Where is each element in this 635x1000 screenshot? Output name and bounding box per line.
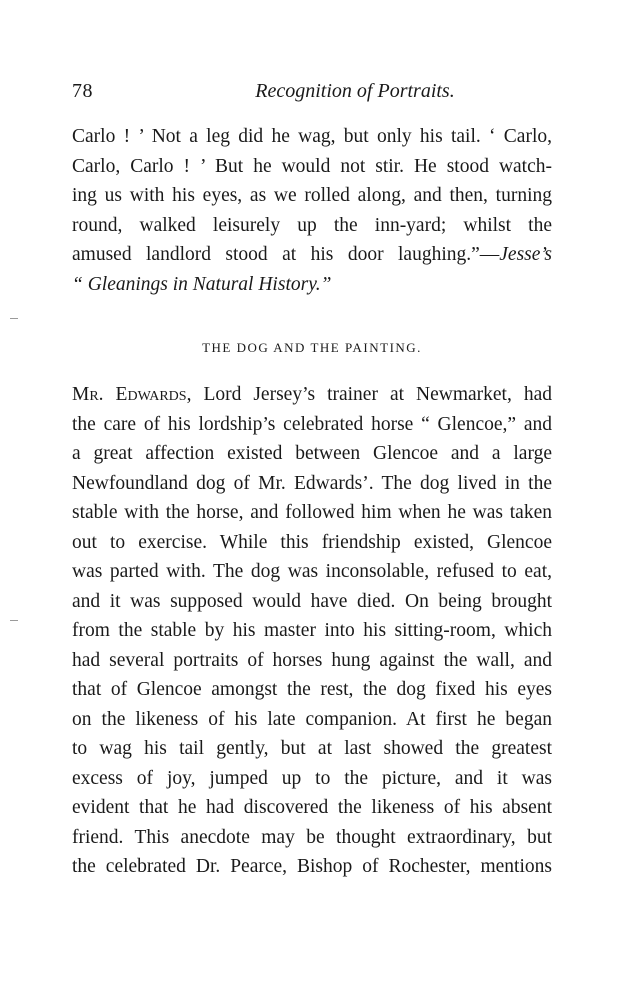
section-title: THE DOG AND THE PAINTING. xyxy=(202,340,422,355)
text-line: round, walked leisurely up the inn-yard; whilst the xyxy=(72,214,552,236)
citation-author: Jesse’s xyxy=(499,244,552,265)
running-head: Recognition of Portraits. xyxy=(255,80,455,102)
page-number: 78 xyxy=(72,80,93,102)
text-line: that of Glencoe amongst the rest, the dog fixed his eyes xyxy=(72,679,552,700)
margin-mark xyxy=(10,318,18,319)
text-line: a great affection existed between Glencoe and a large xyxy=(72,443,552,464)
lead-name: Mr. Edwards, xyxy=(72,384,192,405)
text-line: and it was supposed would have died. On being brought xyxy=(72,590,552,612)
text-line: out to exercise. While this friendship existed, Glencoe xyxy=(72,531,552,553)
text-line: on the likeness of his late companion. At first he began xyxy=(72,708,552,730)
text-line: the celebrated Dr. Pearce, Bishop of Rochester, mentions xyxy=(72,856,552,877)
text-line: Carlo, Carlo ! ’ But he would not stir. He stood watch- xyxy=(72,155,552,177)
text-line: friend. This anecdote may be thought extraordinary, but xyxy=(72,826,552,848)
text-line: Carlo ! ’ Not a leg did he wag, but only his tail. ‘ Carlo, xyxy=(72,126,552,147)
text-line: the care of his lordship’s celebrated horse “ Glencoe,” and xyxy=(72,413,552,435)
text-line: excess of joy, jumped up to the picture, and it was xyxy=(72,767,552,789)
text-line: to wag his tail gently, but at last showed the greatest xyxy=(72,738,552,759)
text-line: evident that he had discovered the likeness of his absent xyxy=(72,797,552,818)
text-line: had several portraits of horses hung against the wall, and xyxy=(72,649,552,671)
text-segment: Lord Jersey’s trainer at Newmarket, had xyxy=(191,384,552,405)
page-header xyxy=(72,80,568,110)
text-line xyxy=(72,380,552,410)
margin-mark xyxy=(10,620,18,621)
text-line: was parted with. The dog was inconsolable, refused to eat, xyxy=(72,561,552,582)
text-line: Newfoundland dog of Mr. Edwards’. The dog lived in the xyxy=(72,472,552,494)
text-line xyxy=(72,240,552,270)
intro-paragraph xyxy=(72,122,552,299)
text-line: stable with the horse, and followed him when he was taken xyxy=(72,502,552,523)
text-line: from the stable by his master into his sitting-room, which xyxy=(72,620,552,641)
text-segment: amused landlord stood at his door laughing.”— xyxy=(72,244,500,265)
citation-title: “ Gleanings in Natural History.” xyxy=(72,273,332,295)
text-line: ing us with his eyes, as we rolled along, and then, turning xyxy=(72,185,552,206)
story-paragraph xyxy=(72,380,552,882)
